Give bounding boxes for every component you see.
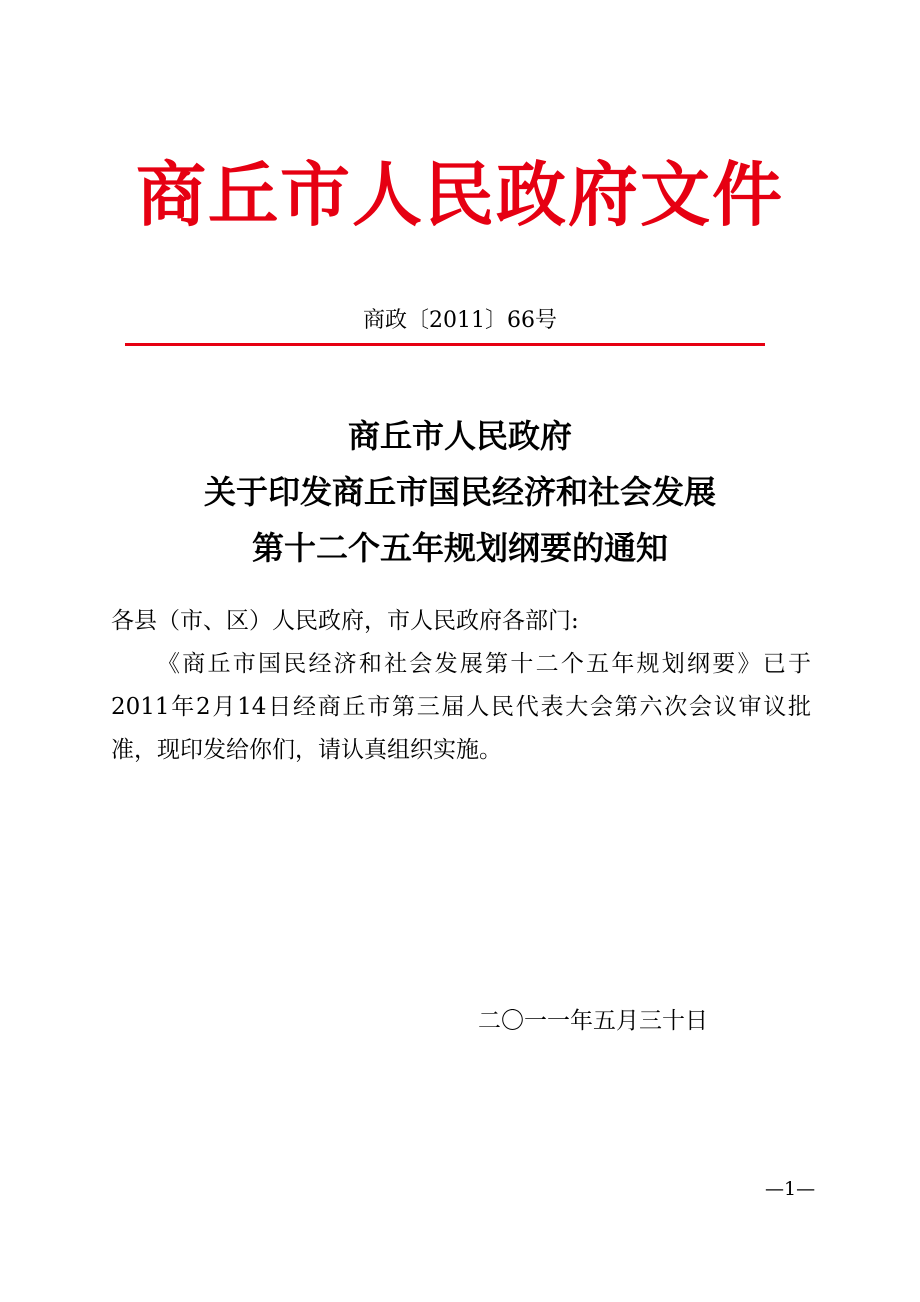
issue-date: 二〇一一年五月三十日 (478, 1008, 708, 1034)
document-title (0, 408, 920, 576)
page-number: —1— (765, 1178, 816, 1200)
title-line-1: 商丘市人民政府 (347, 417, 572, 455)
document-body (111, 600, 811, 772)
masthead-title: 商丘市人民政府文件 (136, 154, 784, 236)
title-line-3: 第十二个五年规划纲要的通知 (251, 529, 668, 567)
red-divider-rule (125, 343, 765, 346)
body-paragraph: 《商丘市国民经济和社会发展第十二个五年规划纲要》已于2011年2月14日经商丘市第三届人民代表大会第六次会议审议批准，现印发给你们，请认真组织实施。 (111, 651, 811, 763)
title-line-2: 关于印发商丘市国民经济和社会发展 (203, 473, 716, 511)
document-number: 商政〔2011〕66号 (363, 308, 557, 333)
recipients-line: 各县（市、区）人民政府，市人民政府各部门: (111, 608, 579, 634)
